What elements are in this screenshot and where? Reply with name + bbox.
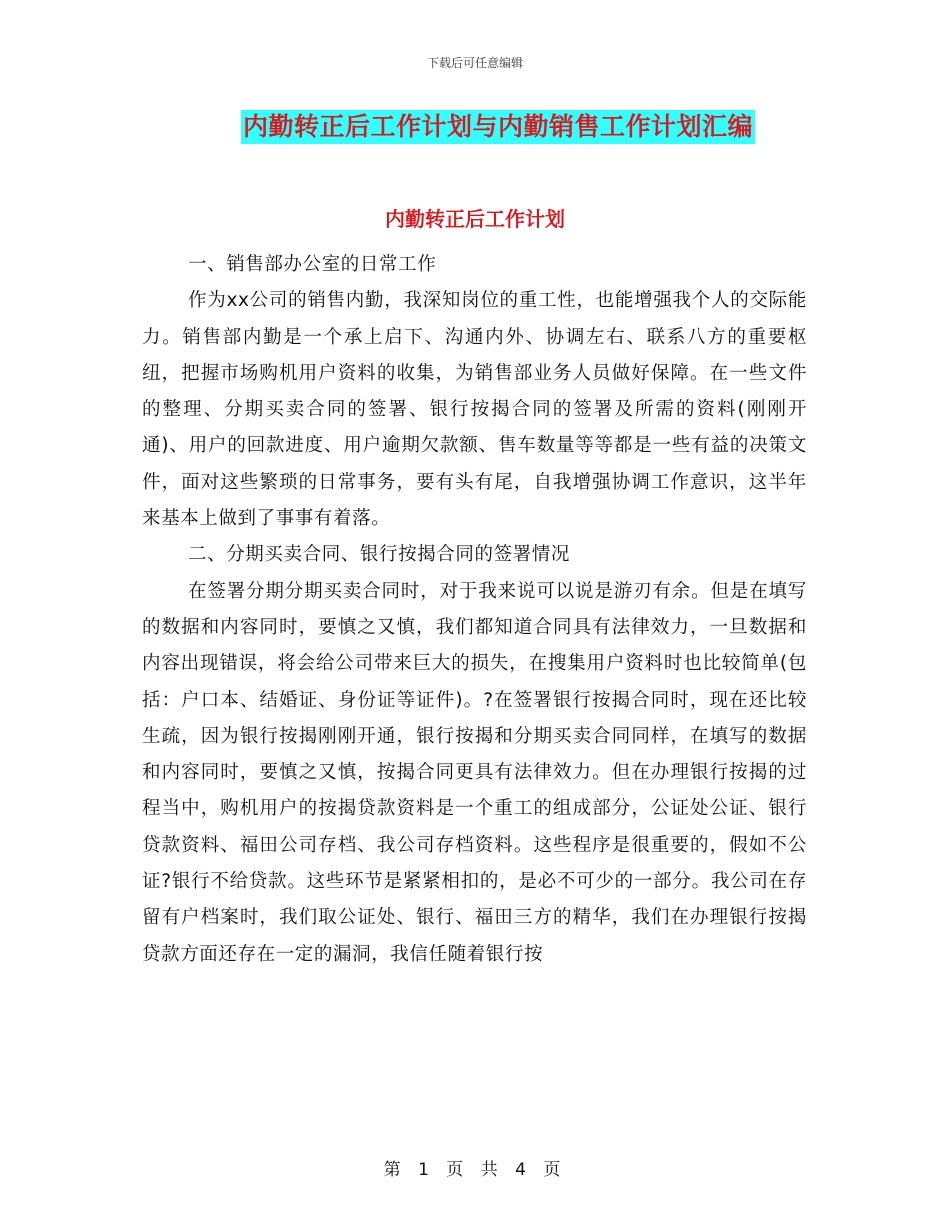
main-title: 内勤转正后工作计划与内勤销售工作计划汇编 bbox=[241, 110, 755, 144]
section-title: 内勤转正后工作计划 bbox=[385, 207, 565, 231]
main-title-container bbox=[0, 110, 950, 144]
section-heading-2: 二、分期买卖合同、银行按揭合同的签署情况 bbox=[188, 544, 571, 566]
section-heading-1: 一、销售部办公室的日常工作 bbox=[188, 254, 437, 275]
header-note: 下载后可任意编辑 bbox=[426, 56, 523, 70]
page-number: 第 1 页 共 4 页 bbox=[383, 1160, 567, 1180]
paragraph-2: 在签署分期分期买卖合同时，对于我来说可以说是游刃有余。但是在填写的数据和内容同时，要慎之又慎，我们都知道合同具有法律效力，一旦数据和内容出现错误，将会给公司带来巨大的损失，在搜集用户资料时也比较简单(包括：户口本、结婚证、身份证等证件)。?在签署银行按揭合同时，现在还比较生疏，因为银行按揭刚刚开通，银行按揭和分期买卖合同同样，在填写的数据和内容同时，要慎之又慎，按揭合同更具有法律效力。但在办理银行按揭的过程当中，购机用户的按揭贷款资料是一个重工的组成部分，公证处公证、银行贷款资料、福田公司存档、我公司存档资料。这些程序是很重要的，假如不公证?银行不给贷款。这些环节是紧紧相扣的，是必不可少的一部分。我公司在存留有户档案时，我们取公证处、银行、福田三方的精华，我们在办理银行按揭贷款方面还存在一定的漏洞，我信任随着银行按 bbox=[142, 580, 807, 965]
paragraph-1: 作为xx公司的销售内勤，我深知岗位的重工性，也能增强我个人的交际能力。销售部内勤是一个承上启下、沟通内外、协调左右、联系八方的重要枢纽，把握市场购机用户资料的收集，为销售部业务人员做好保障。在一些文件的整理、分期买卖合同的签署、银行按揭合同的签署及所需的资料(刚刚开通)、用户的回款进度、用户逾期欠款额、售车数量等等都是一些有益的决策文件，面对这些繁琐的日常事务，要有头有尾，自我增强协调工作意识，这半年来基本上做到了事事有着落。 bbox=[142, 290, 807, 530]
document-body bbox=[142, 247, 807, 973]
